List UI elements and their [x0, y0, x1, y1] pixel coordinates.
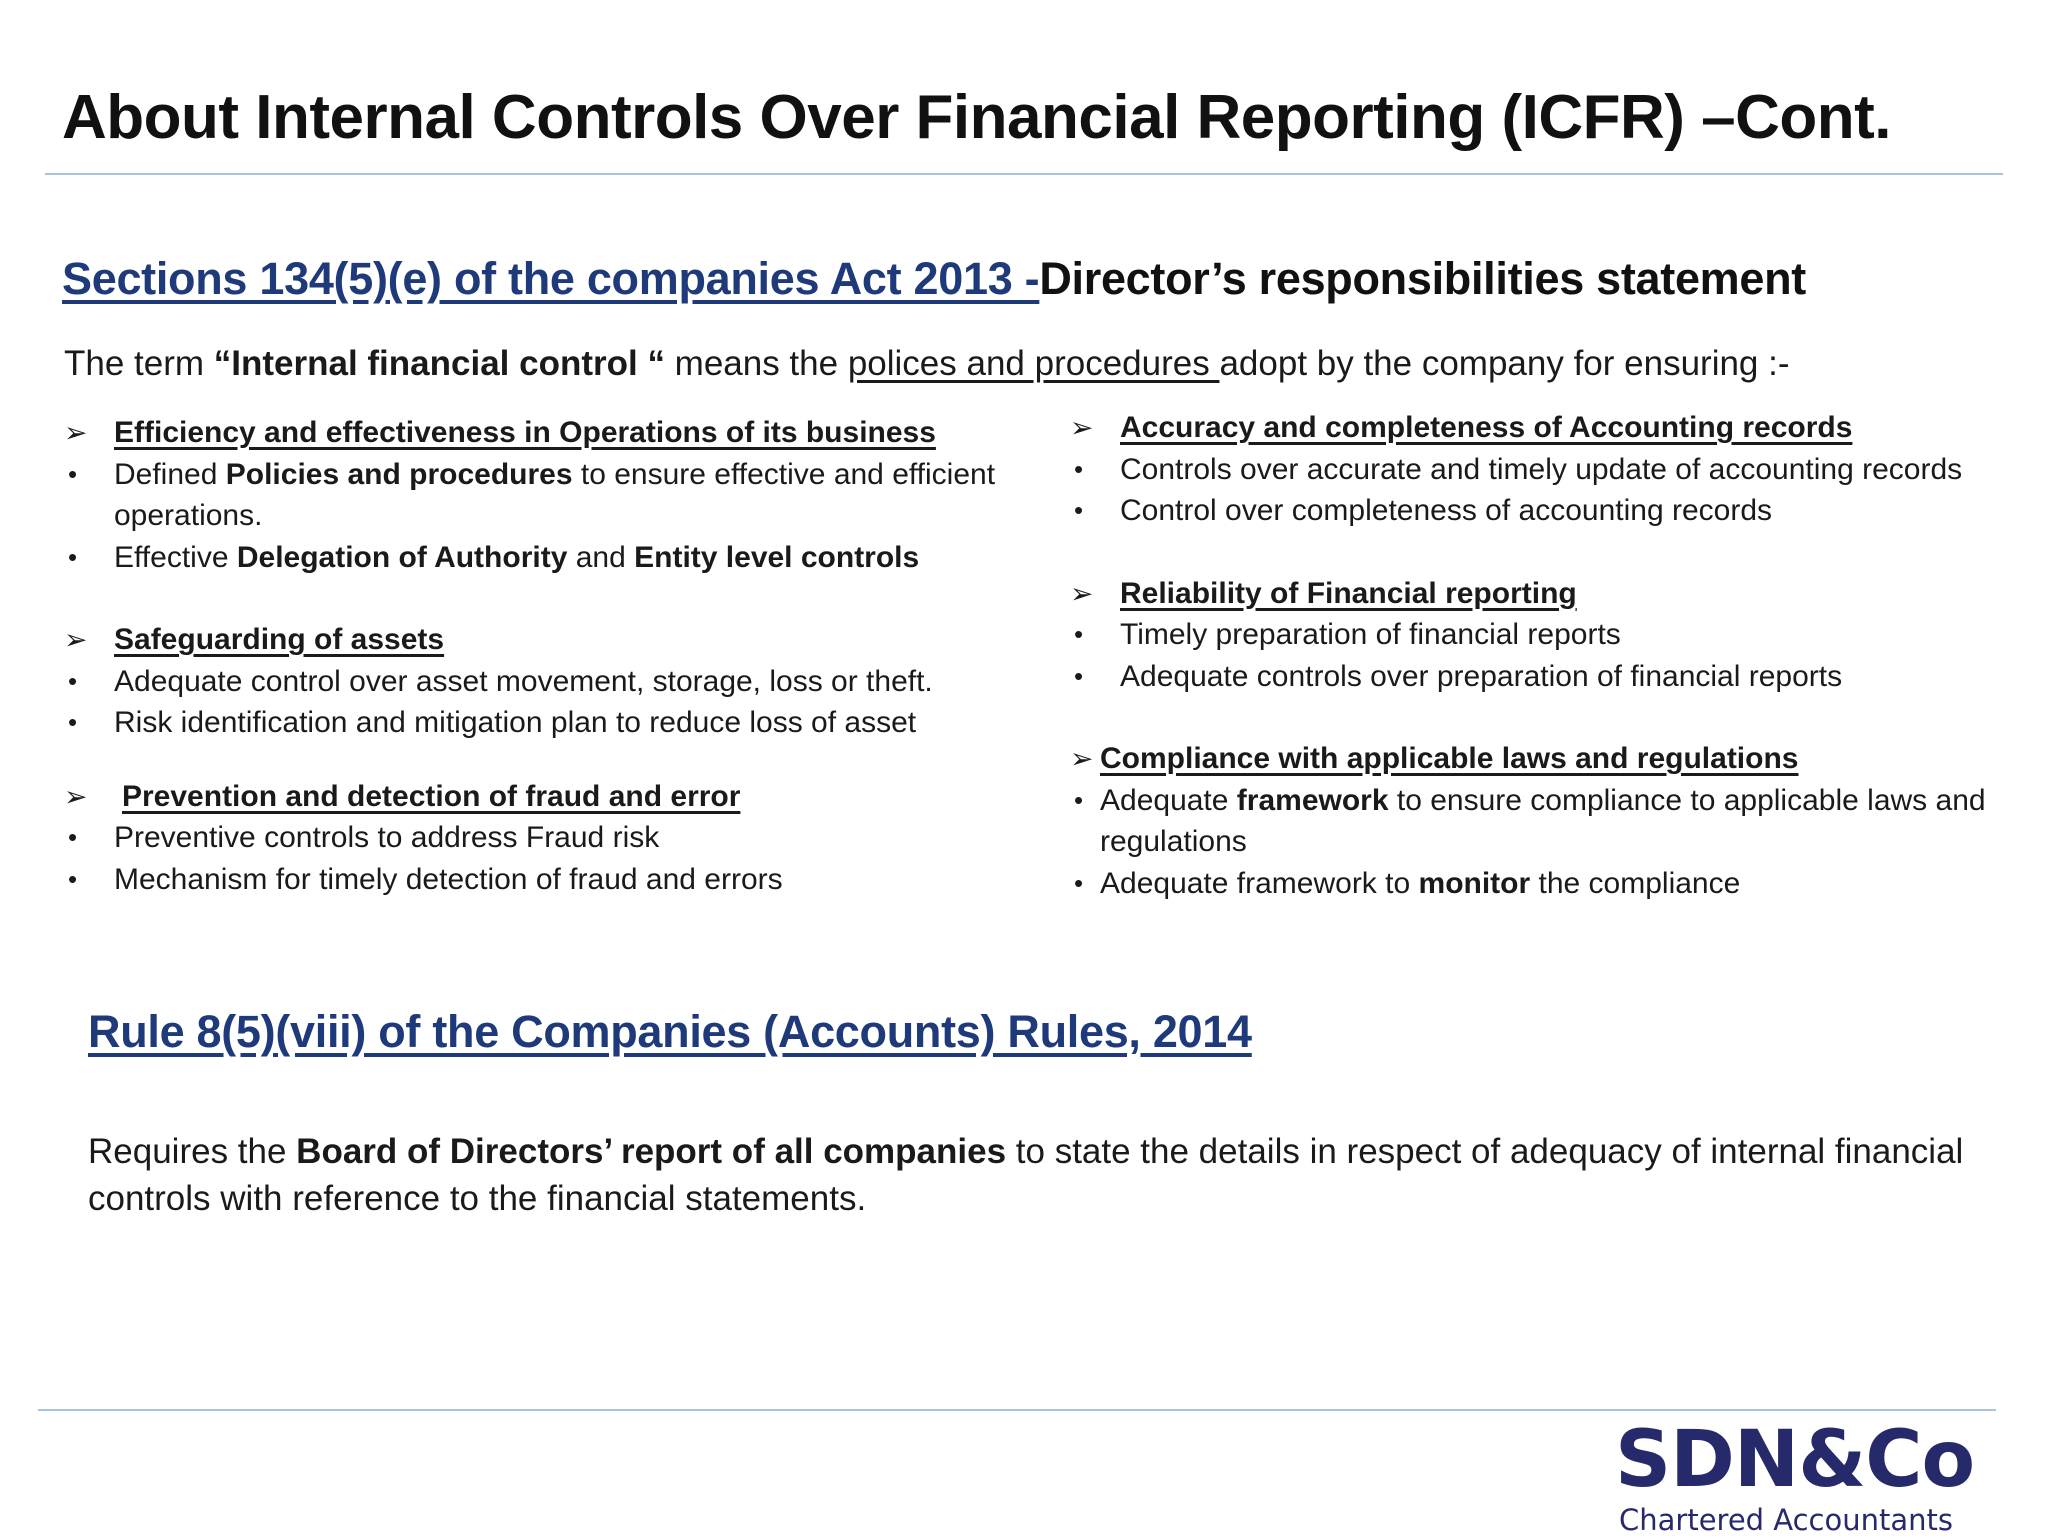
group-heading: Reliability of Financial reporting [1120, 576, 1577, 610]
section-heading [62, 253, 1806, 305]
bottom-divider [38, 1409, 1996, 1411]
top-divider [45, 173, 2003, 175]
list-item: Timely preparation of financial reports [1120, 618, 1621, 651]
left-column [64, 412, 1044, 941]
group-reliability [1070, 573, 2040, 698]
logo-wordmark: SDN&Co [1615, 1415, 1975, 1505]
bullet-icon: • [1074, 619, 1084, 649]
section-reference: Sections 134(5)(e) of the companies Act 2013 - [62, 253, 1040, 304]
list-item: Defined Policies and procedures to ensure effective and efficient operations. [114, 457, 996, 532]
bullet-icon: • [68, 822, 78, 852]
group-safeguarding [64, 619, 1044, 744]
arrow-bullet-icon: ➢ [64, 417, 88, 448]
list-item: Adequate control over asset movement, storage, loss or theft. [114, 664, 933, 698]
intro-text: The term [64, 344, 214, 383]
group-heading: Compliance with applicable laws and regulations [1100, 742, 1799, 775]
section-subtitle: Director’s responsibilities statement [1039, 253, 1806, 304]
bullet-icon: • [68, 458, 78, 489]
arrow-bullet-icon: ➢ [64, 780, 88, 812]
list-item: Adequate framework to monitor the compliance [1100, 866, 1741, 900]
bullet-icon: • [1074, 660, 1084, 691]
slide-title: About Internal Controls Over Financial Reporting (ICFR) –Cont. [62, 83, 1892, 152]
list-item: Mechanism for timely detection of fraud and errors [114, 862, 783, 896]
rule-heading: Rule 8(5)(viii) of the Companies (Accounts) Rules, 2014 [88, 1006, 1252, 1057]
group-heading: Prevention and detection of fraud and error [122, 779, 741, 813]
right-column [1070, 407, 2040, 945]
group-heading: Accuracy and completeness of Accounting records [1120, 411, 1853, 444]
bullet-icon: • [68, 707, 78, 737]
group-prevention [64, 776, 1044, 901]
group-heading: Efficiency and effectiveness in Operations of its business [114, 416, 936, 449]
list-item: Adequate controls over preparation of financial reports [1120, 659, 1843, 693]
company-logo [1615, 1415, 1975, 1535]
rule-description: Requires the Board of Directors’ report of all companies to state the details in respect of adequacy of internal financial controls with reference to the financial statements. [88, 1132, 1964, 1218]
bullet-icon: • [1074, 495, 1084, 525]
bullet-icon: • [68, 665, 78, 696]
list-item: Preventive controls to address Fraud risk [114, 821, 660, 854]
group-heading: Safeguarding of assets [114, 623, 445, 656]
logo-tagline: Chartered Accountants [1619, 1503, 1954, 1536]
intro-text: adopt by the company for ensuring :- [1219, 344, 1790, 383]
arrow-bullet-icon: ➢ [1070, 577, 1094, 609]
group-efficiency [64, 412, 1044, 578]
arrow-bullet-icon: ➢ [64, 624, 88, 655]
intro-text: means the [664, 344, 848, 383]
intro-sentence [64, 344, 1790, 384]
list-item: Adequate framework to ensure compliance to applicable laws and regulations [1100, 783, 1986, 858]
list-item: Control over completeness of accounting records [1120, 494, 1773, 527]
bullet-icon: • [1074, 453, 1084, 484]
bullet-icon: • [1074, 867, 1084, 898]
list-item: Controls over accurate and timely update of accounting records [1120, 452, 1963, 486]
arrow-bullet-icon: ➢ [1070, 743, 1094, 774]
bullet-icon: • [68, 541, 78, 572]
bullet-icon: • [1074, 784, 1084, 815]
list-item: Risk identification and mitigation plan to reduce loss of asset [114, 706, 917, 739]
intro-underlined: polices and procedures [847, 344, 1220, 383]
list-item: Effective Delegation of Authority and Entity level controls [114, 540, 920, 574]
intro-term: “Internal financial control “ [213, 344, 665, 383]
group-compliance [1070, 738, 2040, 904]
bullet-icon: • [68, 863, 78, 894]
group-accuracy [1070, 407, 2040, 532]
arrow-bullet-icon: ➢ [1070, 412, 1094, 443]
